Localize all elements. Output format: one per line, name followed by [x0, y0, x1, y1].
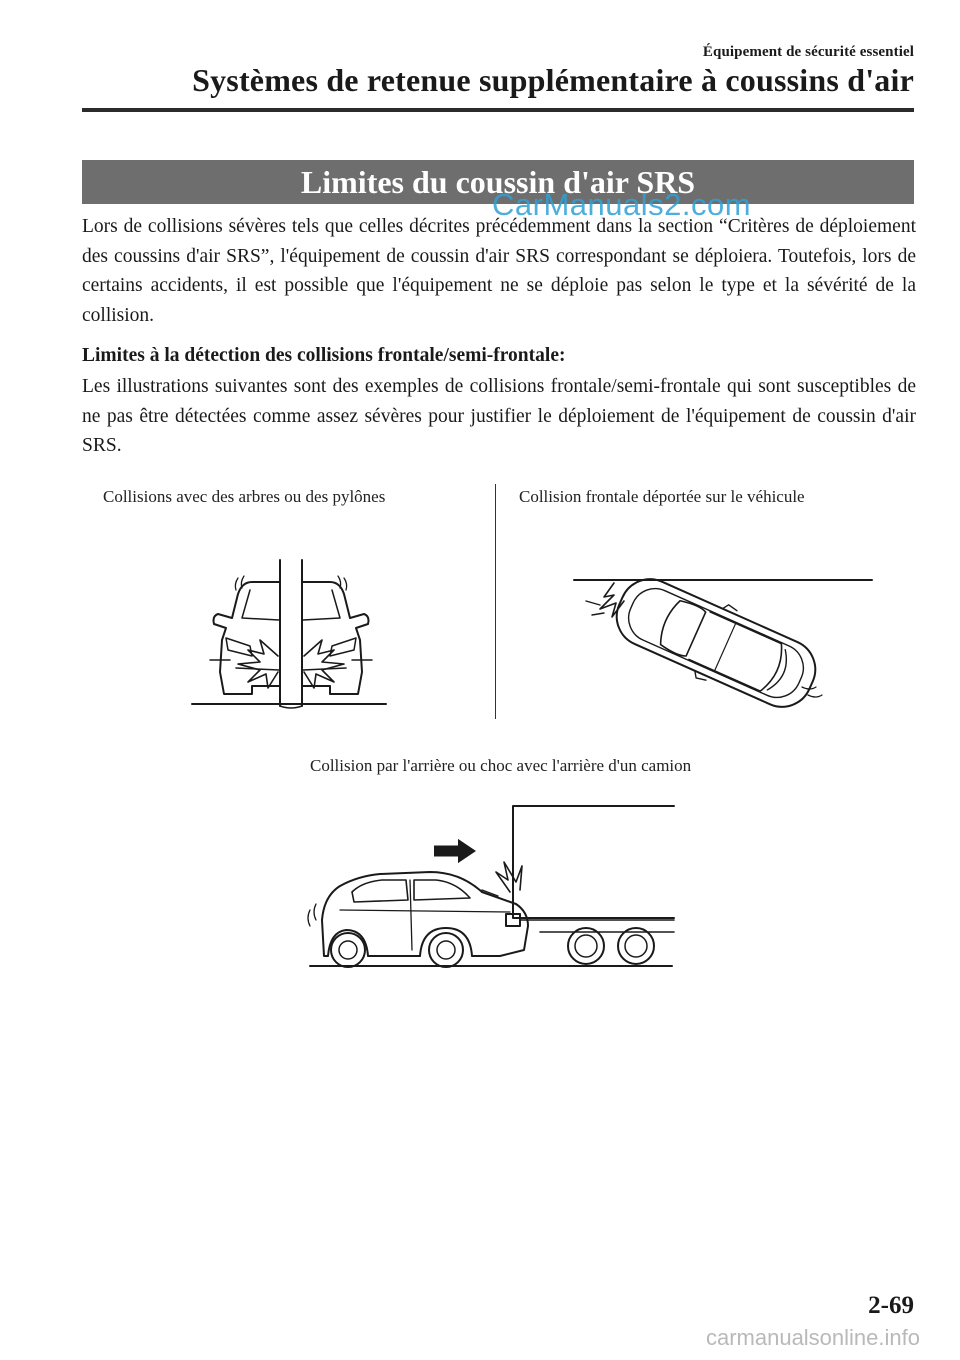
intro-paragraph: Lors de collisions sévères tels que celles décrites précédemment dans la section “Critères de déploiement des coussins d'air SRS”, l'équipement de coussin d'air SRS correspondant se déploiera. Toutefois, lors de certains accidents, il est possible que l'équipement ne se déploie pas selon le type et la sévérité de la collision. — [82, 216, 916, 326]
figure-divider — [495, 484, 496, 719]
chapter-kicker: Équipement de sécurité essentiel — [702, 44, 914, 60]
site-watermark: carmanualsonline.info — [705, 1325, 920, 1350]
section-title: Limites du coussin d'air SRS — [82, 160, 914, 204]
subheading: Limites à la détection des collisions frontale/semi-frontale: — [82, 345, 566, 366]
header-rule — [82, 108, 914, 112]
offset-collision-illustration — [574, 575, 874, 705]
pole-collision-illustration — [190, 560, 390, 710]
watermark-text: CarManuals2.com — [492, 187, 752, 222]
offset-caption: Collision frontale déportée sur le véhicule — [519, 487, 805, 506]
truck-caption: Collision par l'arrière ou choc avec l'arrière d'un camion — [310, 756, 692, 775]
underride-collision-illustration — [310, 800, 675, 970]
chapter-title: Systèmes de retenue supplémentaire à coussins d'air — [192, 62, 914, 98]
pole-caption: Collisions avec des arbres ou des pylônes — [103, 487, 386, 506]
page-number: 2-69 — [868, 1292, 914, 1319]
detail-paragraph: Les illustrations suivantes sont des exemples de collisions frontale/semi-frontale qui sont susceptibles de ne pas être détectées comme assez sévères pour justifier le déploiement de l'équipement de coussin d'air SRS. — [82, 376, 916, 456]
